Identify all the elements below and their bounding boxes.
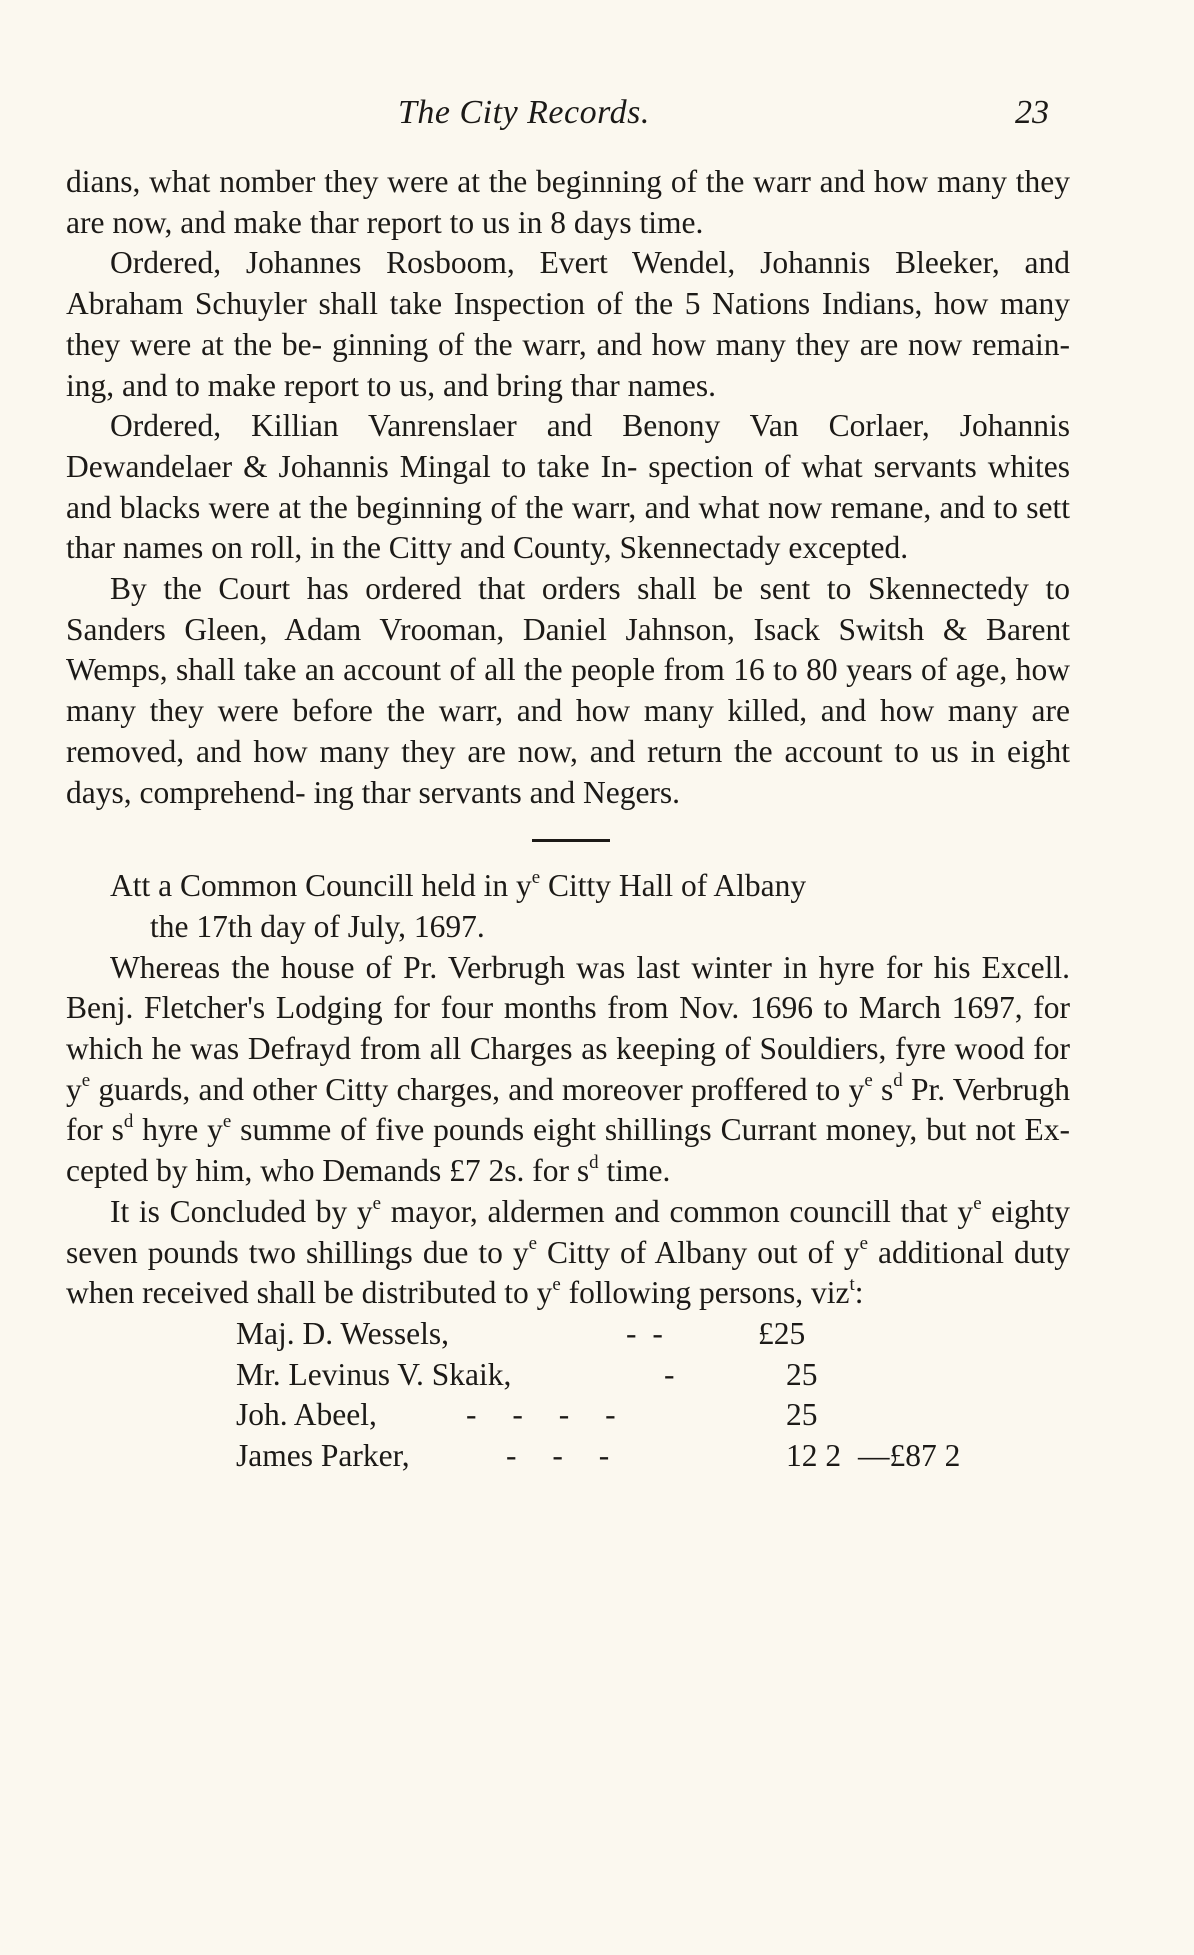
paragraph-indian-inspection: Ordered, Johannes Rosboom, Evert Wendel, Johannis Bleeker, and Abraham Schuyler shall take Inspection of the 5 Nations Indians, how many they were at the be- ginning of the warr, and how many they are now remain- ing, and to make report to us, and bring thar names. (66, 245, 1070, 403)
council-heading: Att a Common Councill held in $y^e$ Citty Hall of Albany the 17th day of July, 1697. (110, 866, 807, 944)
paragraph-distribution: It is Concluded by $y^e$ mayor, aldermen and common councill that $y^e$ eighty seven pounds two shillings due to $y^e$ Citty of Albany out of $y^e$ additional duty when received shall be distributed to $y^e$ following persons, viz$^t$: (66, 1192, 1070, 1311)
running-title: The City Records. (398, 94, 650, 131)
paragraph-verbrugh-house: Whereas the house of Pr. Verbrugh was last winter in hyre for his Excell. Benj. Fletcher's Lodging for four months from Nov. 1696 to March 1697, for which he was Defrayd from all Charges as keeping of Souldiers, fyre wood for $y^e$ guards, and other Citty charges, and moreover proffered to $y^e$ $s^d$ Pr. Verbrugh for $s^d$ hyre $y^e$ summe of five pounds eight shillings Currant money, but not Ex- cepted by him, who Demands £7 2s. for $s^d$ time. (66, 949, 1071, 1189)
page-header (0, 86, 1194, 142)
body-text (66, 162, 1070, 1477)
paragraph-skennectedy-order: By the Court has ordered that orders shall be sent to Skennectedy to Sanders Gleen, Adam Vrooman, Daniel Jahnson, Isack Switsh & Barent Wemps, shall take an account of all the people from 16 to 80 years of age, how many they were before the warr, and how many killed, and how many are removed, and how many they are now, and return the account to us in eight days, comprehend- ing thar servants and Negers. (66, 571, 1070, 810)
section-divider (532, 839, 610, 842)
page-number: 23 (1015, 94, 1049, 131)
list-item: Joh. Abeel, - - - - 25 (236, 1397, 818, 1433)
list-item: Mr. Levinus V. Skaik, - 25 (236, 1356, 818, 1392)
distribution-list (66, 1314, 1070, 1477)
paragraph-servants-inspection: Ordered, Killian Vanrenslaer and Benony Van Corlaer, Johannis Dewandelaer & Johannis Mingal to take In- spection of what servants whites and blacks were at the beginning of the warr, and what now remane, and to sett thar names on roll, in the Citty and County, Skennectady excepted. (66, 408, 1070, 566)
paragraph-continuation: dians, what nomber they were at the beginning of the warr and how many they are now, and make thar report to us in 8 days time. (66, 164, 1070, 240)
list-item: Maj. D. Wessels, - - £25 (236, 1315, 806, 1351)
list-item: James Parker, - - - 12 2 —£87 2 (236, 1438, 961, 1474)
